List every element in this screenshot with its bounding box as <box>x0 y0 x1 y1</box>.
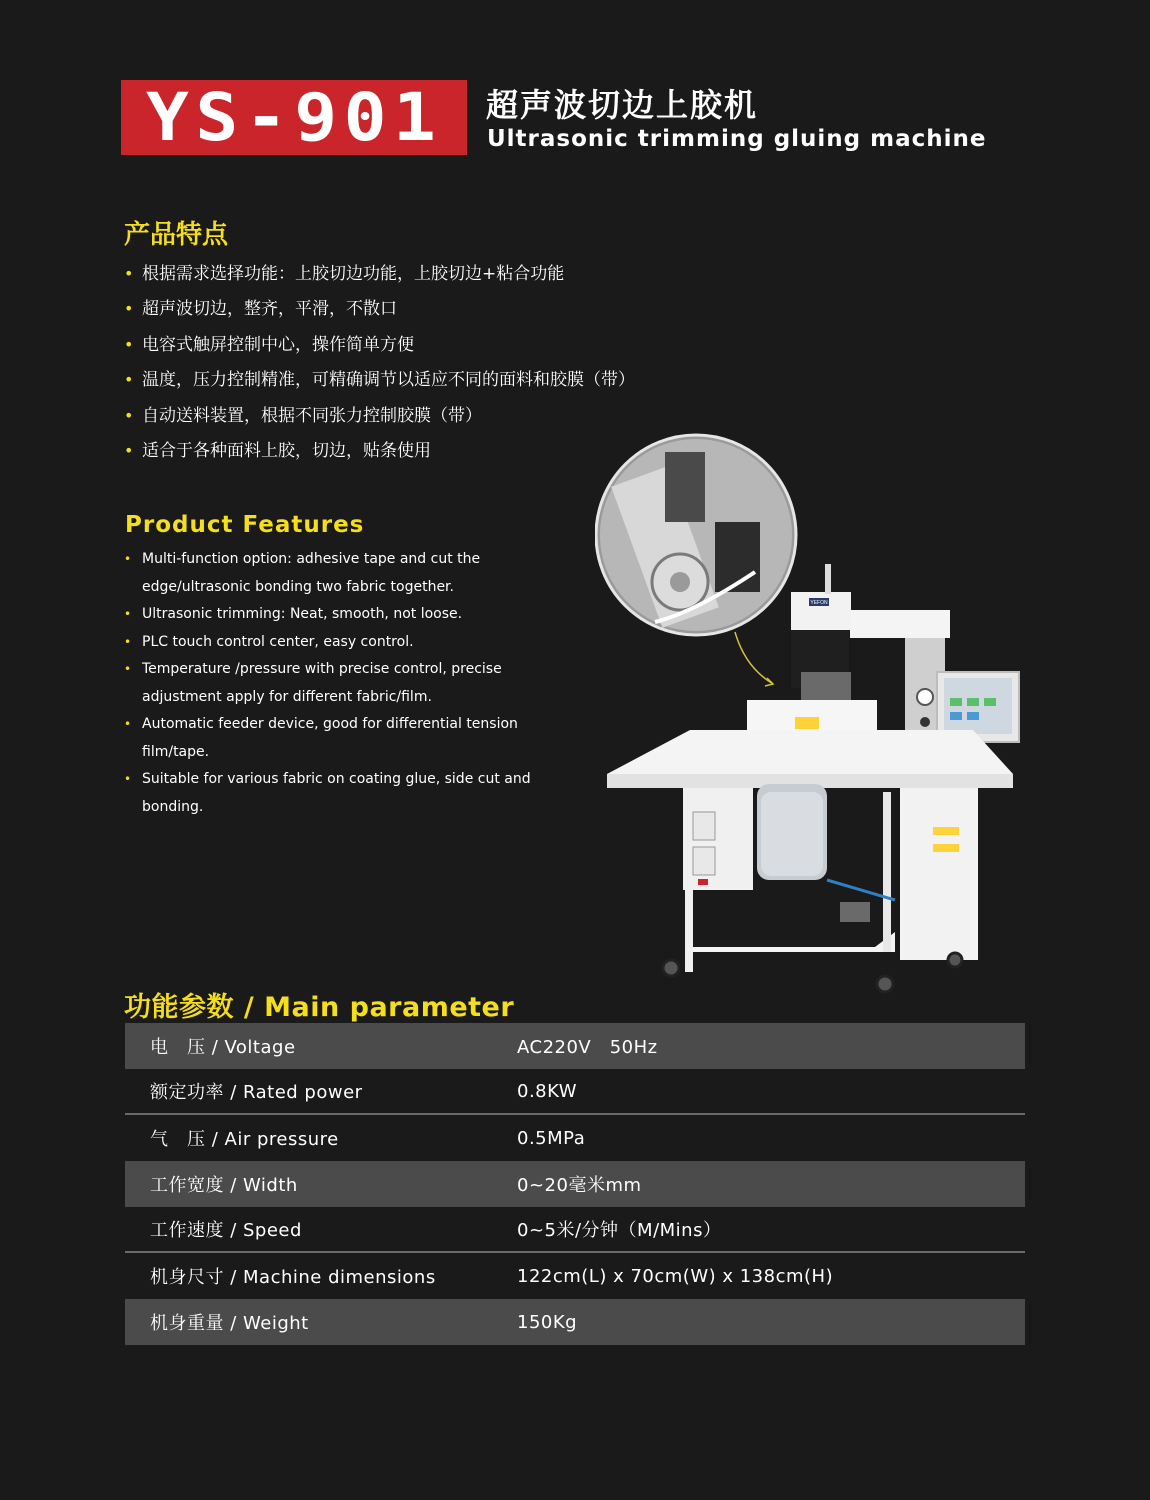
param-name: 工作宽度 / Width <box>150 1175 298 1196</box>
parameters-title: 功能参数 / Main parameter <box>124 992 515 1023</box>
machine-illustration <box>595 432 1035 1002</box>
list-item: • 自动送料装置，根据不同张力控制胶膜（带） <box>124 402 684 437</box>
product-title-en: Ultrasonic trimming gluing machine <box>487 126 987 152</box>
table-row <box>125 1069 1025 1115</box>
list-item: • 温度，压力控制精准，可精确调节以适应不同的面料和胶膜（带） <box>124 366 684 401</box>
bullet-icon: • <box>124 264 134 283</box>
bullet-icon: • <box>124 405 134 425</box>
features-en-list <box>124 546 584 821</box>
list-item: • Automatic feeder device, good for differential tension film/tape. <box>124 711 584 766</box>
list-item: • Multi-function option: adhesive tape and cut the edge/ultrasonic bonding two fabric together. <box>124 546 584 601</box>
bullet-icon: • <box>124 772 132 786</box>
list-item: • 电容式触屏控制中心，操作简单方便 <box>124 331 684 366</box>
features-en-title: Product Features <box>125 512 365 538</box>
param-name: 气 压 / Air pressure <box>150 1129 339 1150</box>
param-name: 额定功率 / Rated power <box>150 1082 363 1103</box>
bullet-icon: • <box>124 440 134 460</box>
features-cn-title: 产品特点 <box>124 220 229 250</box>
param-name: 机身尺寸 / Machine dimensions <box>150 1267 436 1288</box>
model-badge <box>121 80 467 155</box>
list-item: • Ultrasonic trimming: Neat, smooth, not loose. <box>124 601 584 629</box>
list-item: • 根据需求选择功能：上胶切边功能，上胶切边+粘合功能 <box>124 260 684 295</box>
param-value: 122cm(L) x 70cm(W) x 138cm(H) <box>517 1265 834 1287</box>
product-title-cn: 超声波切边上胶机 <box>486 86 759 124</box>
bullet-icon: • <box>124 717 132 731</box>
bullet-icon: • <box>124 370 134 390</box>
model-number: YS-901 <box>145 79 443 156</box>
table-row <box>125 1207 1025 1253</box>
param-value: 0~20毫米mm <box>517 1175 642 1196</box>
param-value: 0.8KW <box>517 1080 578 1102</box>
param-name: 工作速度 / Speed <box>150 1220 302 1241</box>
table-row <box>125 1023 1025 1069</box>
table-row <box>125 1115 1025 1161</box>
param-name: 机身重量 / Weight <box>150 1313 309 1334</box>
list-item: • 超声波切边，整齐，平滑，不散口 <box>124 295 684 330</box>
parameter-table <box>125 1023 1025 1345</box>
pointer-arrow <box>735 632 773 684</box>
bullet-icon: • <box>124 607 132 621</box>
bullet-icon: • <box>124 552 132 566</box>
param-name: 电 压 / Voltage <box>150 1037 296 1058</box>
bullet-icon: • <box>124 299 134 319</box>
list-item: • PLC touch control center, easy control. <box>124 629 584 657</box>
param-value: 150Kg <box>517 1311 578 1333</box>
param-value: 0~5米/分钟（M/Mins） <box>517 1220 722 1241</box>
list-item: • 适合于各种面料上胶，切边，贴条使用 <box>124 437 684 472</box>
bullet-icon: • <box>124 662 132 676</box>
table-row <box>125 1299 1025 1345</box>
table-row <box>125 1161 1025 1207</box>
param-value: AC220V 50Hz <box>517 1037 658 1058</box>
bullet-icon: • <box>124 634 132 649</box>
table-row <box>125 1253 1025 1299</box>
detail-zoom-circle <box>596 435 796 635</box>
list-item: • Temperature /pressure with precise control, precise adjustment apply for different fabric/film. <box>124 656 584 711</box>
bullet-icon: • <box>124 334 134 354</box>
brand-label: YEFON <box>810 600 828 606</box>
list-item: • Suitable for various fabric on coating glue, side cut and bonding. <box>124 766 584 821</box>
param-value: 0.5MPa <box>517 1127 586 1149</box>
